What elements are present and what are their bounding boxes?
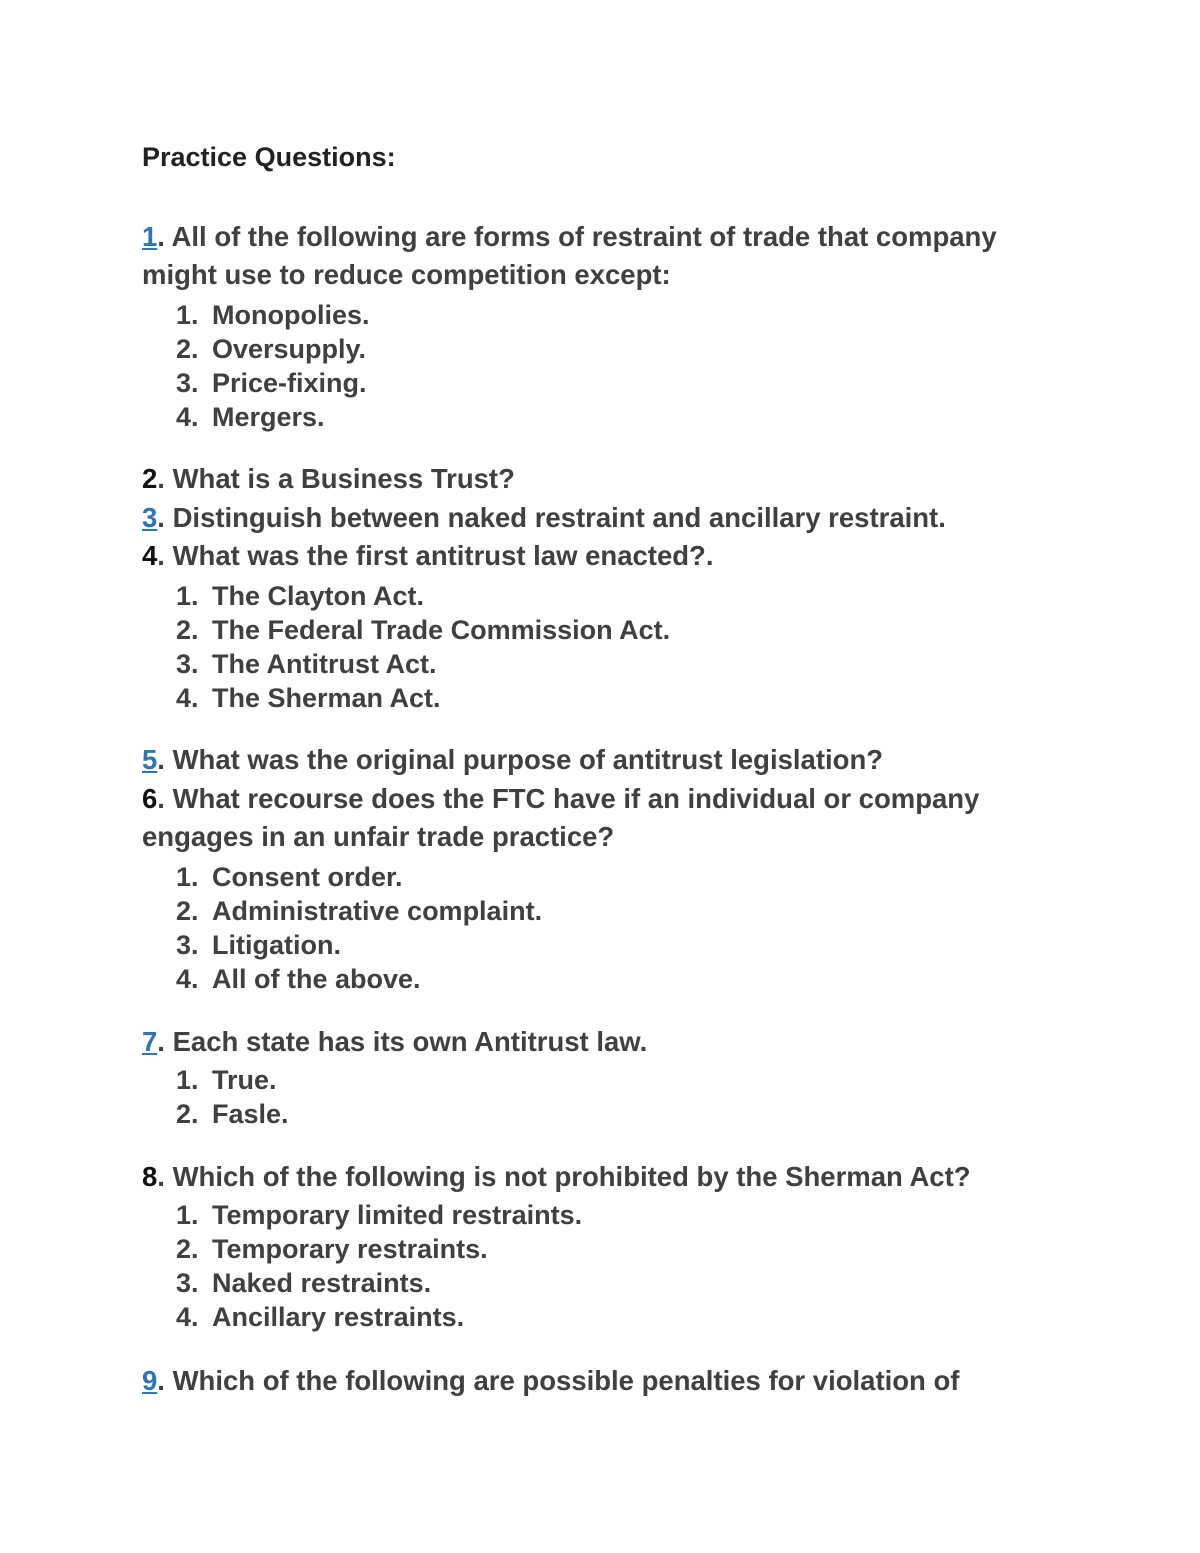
question-text: . What was the original purpose of antitrust legislation? — [157, 744, 884, 775]
question-4 — [142, 537, 714, 575]
option-text: Fasle. — [212, 1099, 289, 1129]
question-number: 2 — [142, 463, 158, 494]
question-text: engages in an unfair trade practice? — [142, 821, 615, 852]
question-7 — [142, 1023, 647, 1061]
question-number: 4 — [142, 540, 158, 571]
question-text: . All of the following are forms of restraint of trade that company — [157, 221, 997, 252]
option-number: 2. — [176, 1099, 199, 1129]
option-item — [176, 962, 542, 996]
option-number: 1. — [176, 862, 199, 892]
option-text: The Sherman Act. — [212, 683, 441, 713]
option-item — [176, 647, 670, 681]
question-3 — [142, 499, 946, 537]
option-item — [176, 1063, 289, 1097]
option-text: Temporary restraints. — [212, 1234, 488, 1264]
option-number: 1. — [176, 1200, 199, 1230]
option-number: 4. — [176, 402, 199, 432]
question-1 — [142, 218, 997, 256]
option-number: 4. — [176, 964, 199, 994]
question-2 — [142, 460, 515, 498]
question-number-link[interactable]: 5 — [142, 744, 158, 775]
option-number: 1. — [176, 581, 199, 611]
option-text: The Clayton Act. — [212, 581, 425, 611]
page-title: Practice Questions: — [142, 142, 396, 172]
question-number: 8 — [142, 1161, 158, 1192]
question-text: . Which of the following is not prohibited by the Sherman Act? — [157, 1161, 971, 1192]
option-item — [176, 298, 370, 332]
question-8 — [142, 1158, 971, 1196]
option-number: 2. — [176, 896, 199, 926]
option-number: 4. — [176, 1302, 199, 1332]
question-1-options — [176, 298, 370, 434]
question-text: . Each state has its own Antitrust law. — [157, 1026, 648, 1057]
option-item — [176, 366, 370, 400]
option-number: 2. — [176, 615, 199, 645]
option-text: Ancillary restraints. — [212, 1302, 465, 1332]
option-text: Consent order. — [212, 862, 403, 892]
option-text: Litigation. — [212, 930, 341, 960]
question-number-link[interactable]: 1 — [142, 221, 158, 252]
option-text: Mergers. — [212, 402, 325, 432]
question-number-link[interactable]: 7 — [142, 1026, 158, 1057]
question-number-link[interactable]: 9 — [142, 1365, 158, 1396]
option-text: Administrative complaint. — [212, 896, 543, 926]
option-text: Price-fixing. — [212, 368, 367, 398]
option-text: True. — [212, 1065, 277, 1095]
option-item — [176, 1097, 289, 1131]
option-number: 1. — [176, 300, 199, 330]
option-text: The Antitrust Act. — [212, 649, 437, 679]
option-number: 3. — [176, 930, 199, 960]
option-item — [176, 1232, 582, 1266]
question-text: . Which of the following are possible penalties for violation of — [157, 1365, 960, 1396]
option-item — [176, 894, 542, 928]
question-1-continued — [142, 256, 671, 294]
option-number: 4. — [176, 683, 199, 713]
option-item — [176, 579, 670, 613]
option-item — [176, 1300, 582, 1334]
question-text: . What is a Business Trust? — [157, 463, 515, 494]
option-number: 3. — [176, 649, 199, 679]
option-item — [176, 613, 670, 647]
option-item — [176, 860, 542, 894]
question-6 — [142, 780, 979, 818]
option-item — [176, 332, 370, 366]
question-4-options — [176, 579, 670, 715]
question-6-options — [176, 860, 542, 996]
question-5 — [142, 741, 883, 779]
option-number: 1. — [176, 1065, 199, 1095]
option-text: Oversupply. — [212, 334, 367, 364]
option-text: Monopolies. — [212, 300, 370, 330]
option-text: All of the above. — [212, 964, 421, 994]
option-number: 2. — [176, 334, 199, 364]
option-text: Temporary limited restraints. — [212, 1200, 583, 1230]
question-9 — [142, 1362, 959, 1400]
question-text: might use to reduce competition except: — [142, 259, 671, 290]
question-number-link[interactable]: 3 — [142, 502, 158, 533]
question-text: . What recourse does the FTC have if an individual or company — [157, 783, 980, 814]
question-8-options — [176, 1198, 582, 1334]
option-item — [176, 400, 370, 434]
option-number: 3. — [176, 1268, 199, 1298]
question-text: . Distinguish between naked restraint and ancillary restraint. — [157, 502, 946, 533]
question-7-options — [176, 1063, 289, 1131]
question-6-continued — [142, 818, 614, 856]
option-item — [176, 928, 542, 962]
question-number: 6 — [142, 783, 158, 814]
option-number: 2. — [176, 1234, 199, 1264]
option-text: The Federal Trade Commission Act. — [212, 615, 671, 645]
option-item — [176, 1266, 582, 1300]
question-text: . What was the first antitrust law enacted?. — [157, 540, 714, 571]
option-text: Naked restraints. — [212, 1268, 432, 1298]
option-number: 3. — [176, 368, 199, 398]
option-item — [176, 1198, 582, 1232]
option-item — [176, 681, 670, 715]
